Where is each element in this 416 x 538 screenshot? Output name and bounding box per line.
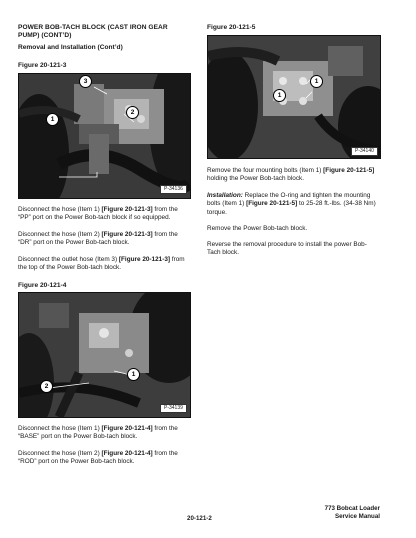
figure-4-callout-1: 1 [127, 368, 140, 381]
section-title-line2: PUMP) (CONT’D) [18, 32, 72, 39]
paragraph-disconnect-rod-hose: Disconnect the hose (Item 2) [Figure 20-121-4] from the “ROD” port on the Power Bob-tach block. [18, 450, 178, 466]
paragraph-reverse-procedure: Reverse the removal procedure to install the power Bob-Tach block. [207, 241, 367, 257]
figure-5-caption: Figure 20-121-5 [207, 24, 256, 31]
page-number: 20-121-2 [187, 515, 212, 522]
paragraph-disconnect-outlet-hose: Disconnect the outlet hose (Item 3) [Figure 20-121-3] from the top of the Power Bob-tach block. [18, 256, 185, 272]
figure-3-photo [18, 73, 191, 199]
figure-4-photo [18, 292, 191, 418]
footer-manual: Service Manual [334, 513, 380, 520]
paragraph-disconnect-hose-2: Disconnect the hose (Item 2) [Figure 20-121-3] from the “DR” port on the Power Bob-tach block. [18, 231, 178, 247]
figure-3-photo-number: P-34136 [160, 185, 187, 194]
figure-3-callout-3: 3 [79, 75, 92, 88]
section-title [18, 24, 198, 40]
figure-5-callout-1b: 1 [273, 89, 286, 102]
section-title-line1: POWER BOB-TACH BLOCK (CAST IRON GEAR [18, 24, 168, 31]
footer-model: 773 Bobcat Loader [324, 505, 380, 512]
paragraph-remove-mounting-bolts: Remove the four mounting bolts (Item 1) [Figure 20-121-5] holding the Power Bob-tach block. [207, 167, 375, 183]
figure-5-callout-1a: 1 [310, 75, 323, 88]
figure-4-photo-number: P-34139 [160, 404, 187, 413]
footer-manual-info [300, 505, 380, 521]
figure-4-callout-2: 2 [40, 380, 53, 393]
paragraph-disconnect-hose-1: Disconnect the hose (Item 1) [Figure 20-121-3] from the “PP” port on the Power Bob-tach block if so equipped. [18, 206, 178, 222]
figure-3-callout-1: 1 [46, 113, 59, 126]
section-subtitle: Removal and Installation (Cont’d) [18, 44, 123, 51]
figure-5-photo-number: P-34140 [351, 147, 378, 156]
paragraph-remove-block: Remove the Power Bob-tach block. [207, 225, 308, 232]
figure-5-photo [207, 35, 381, 159]
figure-3-callout-2: 2 [126, 106, 139, 119]
installation-label: Installation: [207, 192, 243, 199]
paragraph-disconnect-base-hose: Disconnect the hose (Item 1) [Figure 20-121-4] from the “BASE” port on the Power Bob-tach block. [18, 425, 178, 441]
paragraph-installation-note: Installation: Replace the O-ring and tighten the mounting bolts (Item 1) [Figure 20-121-5] to 25-28 ft.-lbs. (34-38 Nm) torque. [207, 192, 376, 216]
figure-4-caption: Figure 20-121-4 [18, 282, 67, 289]
figure-3-caption: Figure 20-121-3 [18, 62, 67, 69]
